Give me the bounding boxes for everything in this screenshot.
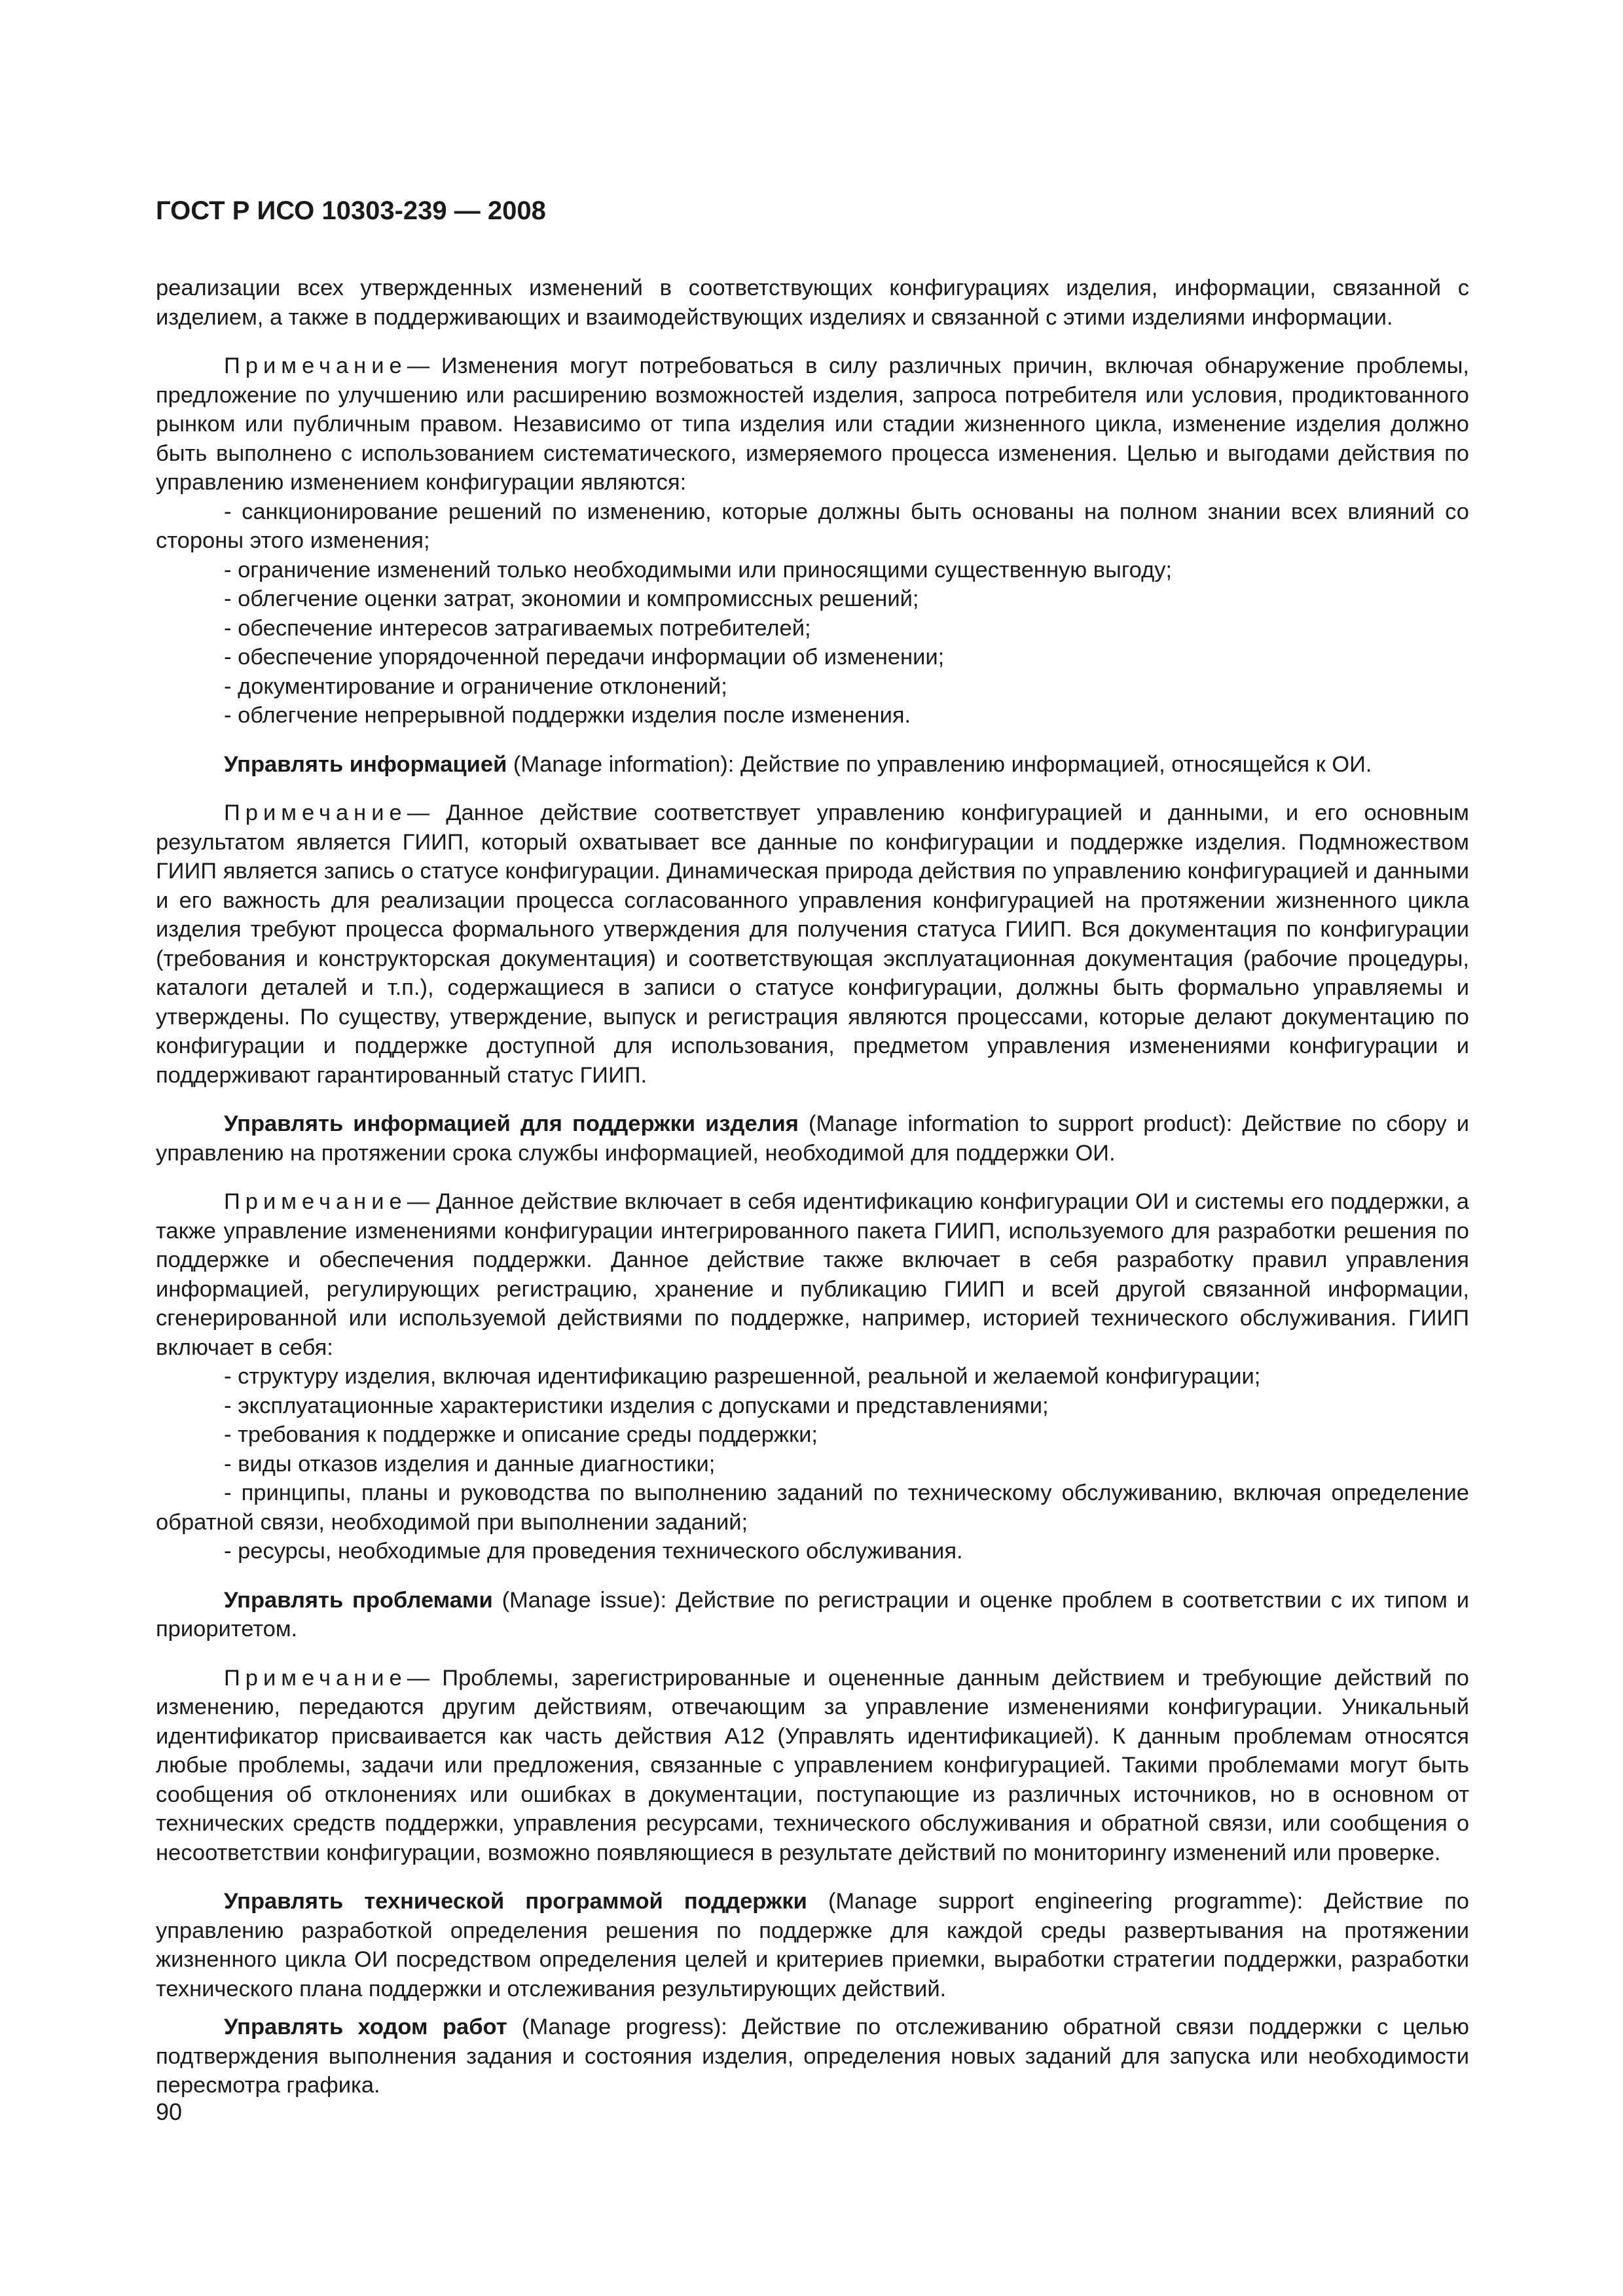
definition-paragraph <box>156 1109 1469 1168</box>
definition-term: Управлять проблемами <box>224 1587 493 1613</box>
note-paragraph <box>156 1187 1469 1362</box>
list-item: - санкционирование решений по изменению, которые должны быть основаны на полном знании всех влияний со стороны этого изменения; <box>156 499 1469 553</box>
note-block <box>156 1187 1469 1566</box>
definition-term: Управлять информацией для поддержки изделия <box>224 1111 799 1136</box>
note-text: — Данное действие соответствует управлению конфигурацией и данными, и его основным результатом является ГИИП, который охватывает все данные по конфигурации и поддержке изделия. Подмножеством ГИИП является запись о статусе конфигурации. Динамическая природа действия по управлению конфигурацией и данными и его важность для реализации процесса согласованного управления конфигурацией на протяжении жизненного цикла изделия требуют процесса формального утверждения для получения статуса ГИИП. Вся документация по конфигурации (требования и конструкторская документация) и соответствующая эксплуатационная документация (рабочие процедуры, каталоги деталей и т.п.), содержащиеся в записи о статусе конфигурации, должны быть формально управляемы и утверждены. По существу, утверждение, выпуск и регистрация являются процессами, которые делают документацию по конфигурации и поддержке доступной для использования, предметом управления изменениями конфигурации и поддерживают гарантированный статус ГИИП. <box>156 800 1469 1088</box>
page-number: 90 <box>156 2098 183 2125</box>
definition-text: (Manage issue): Действие по регистрации и оценке проблем в соответствии с их типом и приоритетом. <box>156 1587 1469 1641</box>
definition-paragraph <box>156 1586 1469 1644</box>
definition-text: (Manage information): Действие по управлению информацией, относящейся к ОИ. <box>507 751 1372 777</box>
definition-term: Управлять технической программой поддержки <box>224 1889 807 1914</box>
list-item: - ресурсы, необходимые для проведения технического обслуживания. <box>224 1539 963 1564</box>
note-block <box>156 351 1469 730</box>
definition-term: Управлять ходом работ <box>224 2015 507 2039</box>
list-item: - облегчение непрерывной поддержки изделия после изменения. <box>224 703 911 728</box>
list-item: - виды отказов изделия и данные диагностики; <box>224 1451 716 1477</box>
list-item: - структуру изделия, включая идентификацию разрешенной, реальной и желаемой конфигурации; <box>224 1364 1261 1389</box>
definition-text: (Manage progress): Действие по отслеживанию обратной связи поддержки с целью подтверждения выполнения задания и состояния изделия, определения новых заданий для запуска или необходимости пересмотра графика. <box>156 2015 1469 2098</box>
note-paragraph <box>156 351 1469 497</box>
note-label: Примечание <box>224 1665 407 1691</box>
note-text: — Данное действие включает в себя идентификацию конфигурации ОИ и системы его поддержки, а также управление изменениями конфигурации интегрированного пакета ГИИП, используемого для разработки решения по поддержке и обеспечения поддержки. Данное действие также включает в себя разработку правил управления информацией, регулирующих регистрацию, хранение и публикацию ГИИП и всей другой связанной информации, сгенерированной или используемой действиями по поддержке, например, историей технического обслуживания. ГИИП включает в себя: <box>156 1189 1469 1360</box>
definition-text: (Manage support engineering programme): Действие по управлению разработкой определения решения по поддержке для каждой среды развертывания на протяжении жизненного цикла ОИ посредством определения целей и критериев приемки, выработки стратегии поддержки, разработки технического плана поддержки и отслеживания результирующих действий. <box>156 1889 1469 2001</box>
list-item: - ограничение изменений только необходимыми или приносящими существенную выгоду; <box>224 557 1173 583</box>
paragraph-continuation: реализации всех утвержденных изменений в соответствующих конфигурациях изделия, информации, связанной с изделием, а также в поддерживающих и взаимодействующих изделиях и связанной с этими изделиями информации. <box>156 276 1469 330</box>
definition-paragraph <box>156 750 1469 780</box>
list-item: - эксплуатационные характеристики изделия с допусками и представлениями; <box>224 1393 1049 1418</box>
note-paragraph <box>156 798 1469 1090</box>
list-item: - документирование и ограничение отклонений; <box>224 673 727 699</box>
definition-paragraph <box>156 1887 1469 2003</box>
note-list <box>156 1362 1469 1566</box>
note-paragraph <box>156 1664 1469 1868</box>
definition-text: (Manage information to support product): Действие по сбору и управлению на протяжении срока службы информацией, необходимой для поддержки ОИ. <box>156 1111 1469 1166</box>
list-item: - облегчение оценки затрат, экономии и компромиссных решений; <box>224 586 919 611</box>
list-item: - требования к поддержке и описание среды поддержки; <box>224 1422 818 1447</box>
list-item: - обеспечение интересов затрагиваемых потребителей; <box>224 615 811 641</box>
note-list <box>156 497 1469 730</box>
definition-term: Управлять информацией <box>224 751 507 777</box>
document-header: ГОСТ Р ИСО 10303-239 — 2008 <box>156 196 546 225</box>
note-label: Примечание <box>224 353 407 378</box>
note-label: Примечание <box>224 800 407 825</box>
note-text: — Изменения могут потребоваться в силу различных причин, включая обнаружение проблемы, предложение по улучшению или расширению возможностей изделия, запроса потребителя или условия, продиктованного рынком или публичным правом. Независимо от типа изделия или стадии жизненного цикла, изменение изделия должно быть выполнено с использованием систематического, измеряемого процесса изменения. Целью и выгодами действия по управлению изменением конфигурации являются: <box>156 353 1469 495</box>
list-item: - обеспечение упорядоченной передачи информации об изменении; <box>224 645 945 670</box>
note-text: — Проблемы, зарегистрированные и оцененные данным действием и требующие действий по изменению, передаются другим действиям, отвечающим за управление изменениями конфигурации. Уникальный идентификатор присваивается как часть действия А12 (Управлять идентификацией). К данным проблемам относятся любые проблемы, задачи или предложения, связанные с управлением конфигурацией. Такими проблемами могут быть сообщения об отклонениях или ошибках в документации, поступающие из различных источников, но в основном от технических средств поддержки, управления ресурсами, технического обслуживания и обратной связи, или сообщения о несоответствии конфигурации, возможно появляющиеся в результате действий по мониторингу изменений или проверке. <box>156 1665 1469 1865</box>
note-label: Примечание <box>224 1189 407 1214</box>
page-body <box>156 274 1469 2100</box>
list-item: - принципы, планы и руководства по выполнению заданий по техническому обслуживанию, включая определение обратной связи, необходимой при выполнении заданий; <box>156 1480 1469 1535</box>
definition-paragraph <box>156 2013 1469 2100</box>
